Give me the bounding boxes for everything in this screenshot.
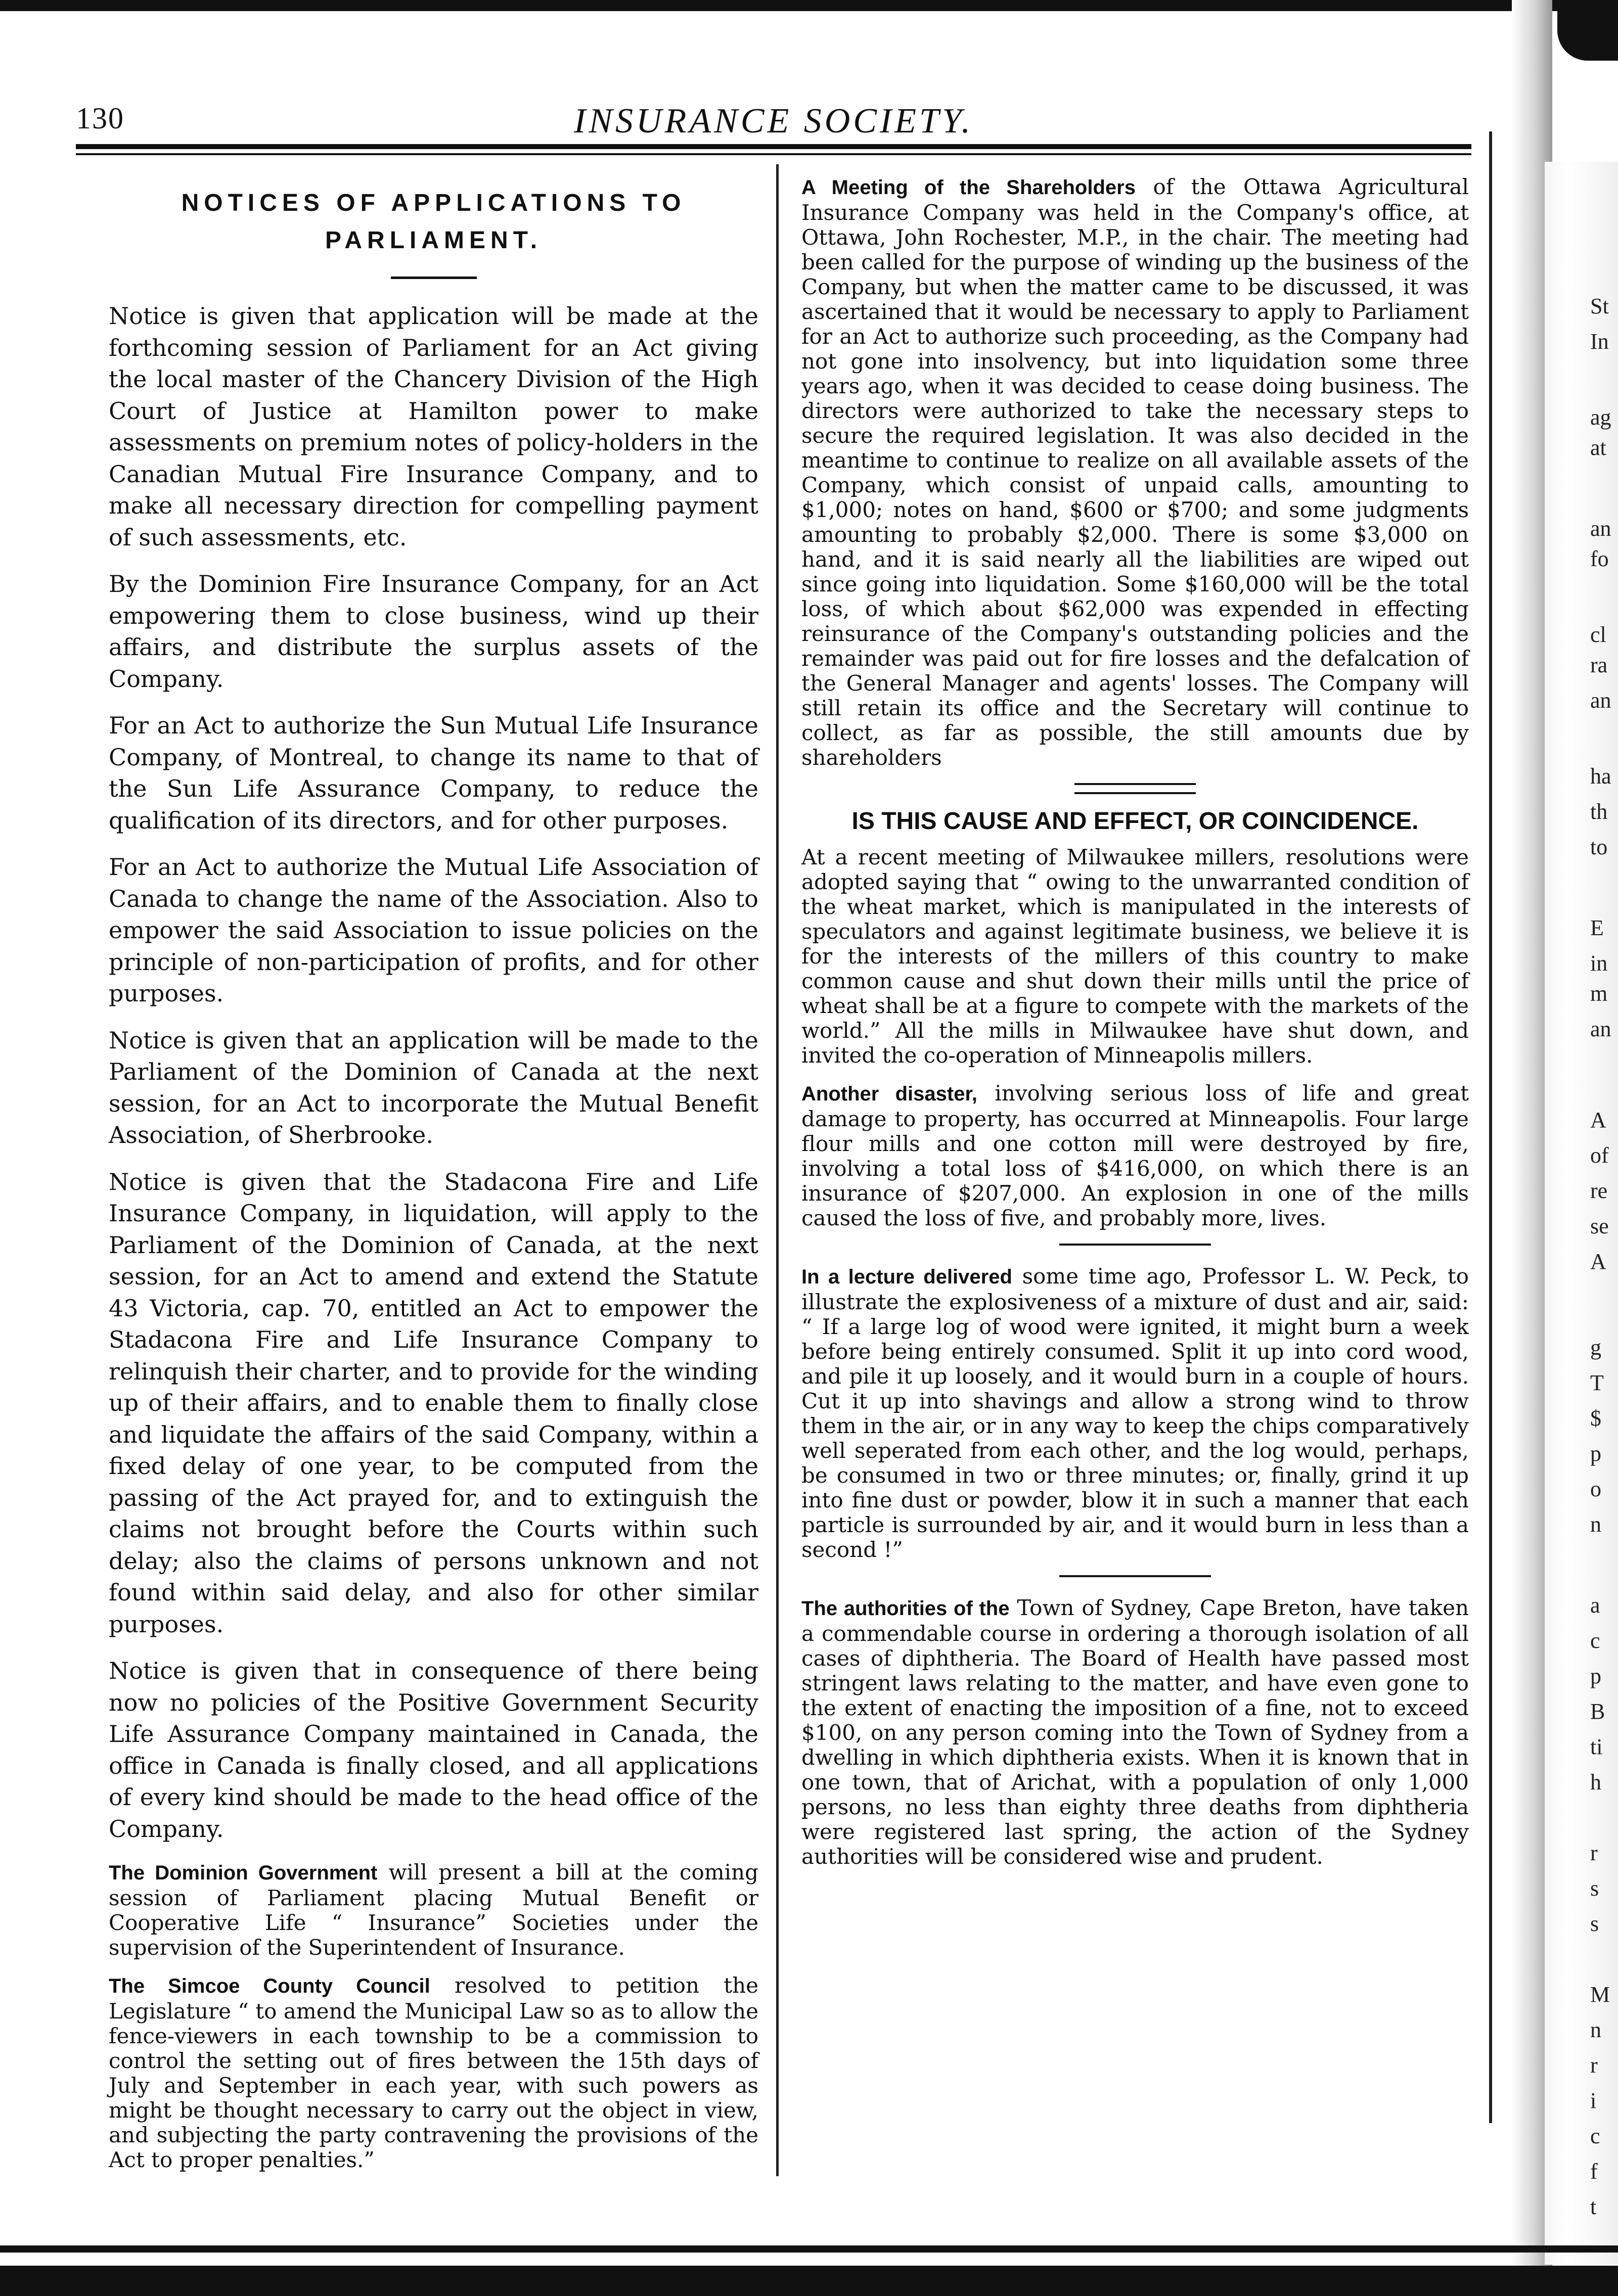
adjacent-page-fragment: s bbox=[1590, 1911, 1599, 1936]
adjacent-page-fragment: c bbox=[1590, 1628, 1600, 1653]
adjacent-page-fragment: an bbox=[1590, 1017, 1611, 1041]
adjacent-page-fragment: p bbox=[1590, 1664, 1601, 1688]
notices-heading: NOTICES OF APPLICATIONS TO PARLIAMENT. bbox=[181, 190, 686, 254]
section-double-rule bbox=[1074, 783, 1196, 794]
adjacent-page-fragment: c bbox=[1590, 2124, 1600, 2148]
notice-paragraph: Notice is given that the Stadacona Fire and Life Insurance Company, in liquidation, will apply to the Parliament of the Dominion of Canada, at the next session, for an Act to amend and extend the Statute 43 Victoria, cap. 70, entitled an Act to empower the Stadacona Fire and Life Insurance Company to relinquish their charter, and to provide for the winding up of their affairs, and to enable them to finally close and liquidate the affairs of the said Company, within a fixed delay of one year, to be computed from the passing of the Act prayed for, and to extinguish the claims not brought before the Courts within such delay; also the claims of persons unknown and not found within said delay, and also for other similar purposes. bbox=[109, 1168, 758, 1638]
adjacent-page-sliver bbox=[1545, 162, 1618, 2265]
adjacent-page-fragment: fo bbox=[1590, 546, 1609, 571]
adjacent-page-fragment: in bbox=[1590, 951, 1608, 976]
sydney-item bbox=[801, 1595, 1469, 1869]
adjacent-page-fragment: E bbox=[1590, 915, 1604, 940]
adjacent-page-fragment: ha bbox=[1590, 764, 1611, 789]
adjacent-page-fragment: se bbox=[1590, 1214, 1609, 1238]
another-disaster-item bbox=[801, 1081, 1469, 1230]
adjacent-page-fragment: m bbox=[1590, 981, 1608, 1006]
adjacent-page-fragment: ti bbox=[1590, 1734, 1603, 1759]
adjacent-page-fragment: g bbox=[1590, 1335, 1601, 1360]
adjacent-page-fragment: In bbox=[1590, 329, 1609, 354]
adjacent-page-fragment: at bbox=[1590, 435, 1606, 460]
dominion-government-item bbox=[109, 1860, 758, 1960]
adjacent-page-fragment: p bbox=[1590, 1441, 1601, 1466]
notice-paragraph: For an Act to authorize the Sun Mutual Life Insurance Company, of Montreal, to change its name to that of the Sun Life Assurance Company, to reduce the qualification of its directors, and for other purposes. bbox=[109, 712, 758, 834]
adjacent-page-fragment: n bbox=[1590, 2017, 1601, 2042]
item-text: some time ago, Professor L. W. Peck, to illustrate the explosiveness of a mixture of dust and air, said: “ If a large log of wood were ignited, it might burn a week before being entirely consumed. Split it up into cord wood, and pile it up loosely, and it would burn in a couple of hours. Cut it up into shavings and allow a strong wind to throw them in the air, or in any way to keep the chips comparatively well seperated from each other, and the log would, perhaps, be consumed in two or three minutes; or, finally, grind it up into fine dust or powder, blow it in such a manner that each particle is surrounded by air, and it would burn in less than a second !” bbox=[801, 1264, 1469, 1562]
item-text: of the Ottawa Agricultural Insurance Company was held in the Company's office, at Ottawa, John Rochester, M.P., in the chair. The meeting had been called for the purpose of winding up the business of the Company, but when the matter came to be discussed, it was ascertained that it would be necessary to apply to Parliament for an Act to authorize such proceeding, as the Company had not gone into insolvency, but into liquidation some three years ago, when it was decided to cease doing business. The directors were authorized to take the necessary steps to secure the required legislation. It was also decided in the meantime to continue to realize on all available assets of the Company, which consist of unpaid calls, amounting to $1,000; notes on hand, $600 or $700; and some judgments amounting to probably $2,000. There is some $3,000 on hand, and it is said nearly all the liabilities are wiped out since going into liquidation. Some $160,000 will be the total loss, of which about $62,000 was expended in effecting reinsurance of the Company's outstanding policies and the remainder was paid out for fire losses and the defalcation of the General Manager and agents' losses. The Company will still retain its office and the Secretary will continue to collect, as far as possible, the still amounts due by shareholders bbox=[801, 174, 1469, 770]
adjacent-page-fragment: an bbox=[1590, 516, 1611, 541]
adjacent-page-fragment: cl bbox=[1590, 622, 1606, 647]
item-lead: The Dominion Government bbox=[109, 1862, 378, 1884]
adjacent-page-fragment: r bbox=[1590, 1841, 1598, 1865]
adjacent-page-fragment: A bbox=[1590, 1108, 1606, 1132]
adjacent-page-fragment: h bbox=[1590, 1770, 1601, 1795]
item-lead: In a lecture delivered bbox=[801, 1266, 1012, 1288]
adjacent-page-fragment: ra bbox=[1590, 653, 1608, 677]
adjacent-page-fragment: M bbox=[1590, 1982, 1610, 2007]
adjacent-page-fragment: $ bbox=[1590, 1406, 1601, 1431]
column-right-border bbox=[1489, 131, 1492, 2123]
item-lead: Another disaster, bbox=[801, 1083, 977, 1105]
item-lead: The Simcoe County Council bbox=[109, 1975, 430, 1997]
notice-paragraph: By the Dominion Fire Insurance Company, for an Act empowering them to close business, wind up their affairs, and distribute the surplus assets of the Company. bbox=[109, 570, 758, 693]
adjacent-page-fragment: o bbox=[1590, 1477, 1601, 1501]
heading-rule bbox=[391, 277, 477, 279]
header-rule-thick bbox=[76, 144, 1471, 149]
separator-rule bbox=[1059, 1244, 1211, 1246]
adjacent-page-fragment: f bbox=[1590, 2159, 1598, 2184]
ottawa-meeting-item bbox=[801, 174, 1469, 770]
item-text: involving serious loss of life and great damage to property, has occurred at Minneapolis. Four large flour mills and one cotton mill were destroyed by fire, involving a total loss of $416,000, on which there is an insurance of $207,000. An explosion in one of the mills caused the loss of five, and probably more, lives. bbox=[801, 1081, 1469, 1230]
item-text: Town of Sydney, Cape Breton, have taken a commendable course in ordering a thorough isolation of all cases of diphtheria. The Board of Health have passed most stringent laws relating to the matter, and have even gone to the extent of enacting the imposition of a fine, not to exceed $100, on any person coming into the Town of Sydney from a dwelling in which diphtheria exists. When it is known that in one town, that of Arichat, with a population of only 1,000 persons, no less than eighty three deaths from diphtheria were registered last spring, the action of the Sydney authorities will be considered wise and prudent. bbox=[801, 1595, 1469, 1869]
page-top-edge bbox=[0, 0, 1618, 11]
adjacent-page-fragment: re bbox=[1590, 1178, 1608, 1203]
page-corner-shadow bbox=[1557, 0, 1618, 61]
item-lead: The authorities of the bbox=[801, 1597, 1010, 1620]
adjacent-page-fragment: n bbox=[1590, 1512, 1601, 1537]
adjacent-page-fragment: th bbox=[1590, 799, 1608, 824]
adjacent-page-fragment: an bbox=[1590, 688, 1611, 713]
header-rule-thin bbox=[76, 153, 1471, 155]
notice-paragraph: Notice is given that application will be made at the forthcoming session of Parliament for an Act giving the local master of the Chancery Division of the High Court of Justice at Hamilton power to make assessments on premium notes of policy-holders in the Canadian Mutual Fire Insurance Company, and to make all necessary direction for compelling payment of such assessments, etc. bbox=[109, 302, 758, 551]
lecture-item bbox=[801, 1264, 1469, 1562]
notice-paragraph: Notice is given that an application will be made to the Parliament of the Dominion of Canada at the next session, for an Act to incorporate the Mutual Benefit Association, of Sherbrooke. bbox=[109, 1026, 758, 1149]
adjacent-page-fragment: to bbox=[1590, 835, 1608, 859]
adjacent-page-fragment: t bbox=[1590, 2194, 1597, 2219]
adjacent-page-fragment: T bbox=[1590, 1370, 1604, 1395]
adjacent-page-fragment: r bbox=[1590, 2053, 1598, 2078]
adjacent-page-fragment: St bbox=[1590, 294, 1609, 318]
adjacent-page-fragment: B bbox=[1590, 1699, 1605, 1724]
left-column bbox=[109, 174, 758, 2185]
adjacent-page-fragment: A bbox=[1590, 1249, 1606, 1274]
adjacent-page-fragment: ag bbox=[1590, 405, 1611, 430]
right-column bbox=[801, 174, 1469, 1882]
page-number: 130 bbox=[76, 102, 124, 135]
adjacent-page-fragment: a bbox=[1590, 1593, 1600, 1618]
adjacent-page-fragment: s bbox=[1590, 1876, 1599, 1901]
separator-rule bbox=[1059, 1575, 1211, 1577]
adjacent-page-fragment: of bbox=[1590, 1143, 1609, 1168]
item-lead: A Meeting of the Shareholders bbox=[801, 176, 1136, 199]
page-bottom-edge bbox=[0, 2266, 1618, 2296]
item-text: will present a bill at the coming session of Parliament placing Mutual Benefit or Cooperative Life “ Insurance” Societies under the supervision of the Superintendent of Insurance. bbox=[109, 1860, 758, 1960]
item-text: resolved to petition the Legislature “ to amend the Municipal Law so as to allow the fence-viewers in each township to be a commission to control the setting out of fires between the 15th days of July and September in each year, with such powers as might be thought necessary to carry out the object in view, and subjecting the party contravening the provisions of the Act to proper penalties.” bbox=[109, 1973, 758, 2172]
simcoe-county-item bbox=[109, 1973, 758, 2172]
milwaukee-paragraph: At a recent meeting of Milwaukee millers, resolutions were adopted saying that “ owing to the unwarranted condition of the wheat market, which is manipulated in the interests of speculators and against legitimate business, we believe it is for the interests of the millers of this country to make common cause and shut down their mills until the price of wheat shall be at a figure to compete with the markets of the world.” All the mills in Milwaukee have shut down, and invited the co-operation of Minneapolis millers. bbox=[801, 845, 1469, 1068]
notice-paragraph: Notice is given that in consequence of there being now no policies of the Positive Government Security Life Assurance Company maintained in Canada, the office in Canada is finally closed, and all applications of every kind should be made to the head office of the Company. bbox=[109, 1657, 758, 1843]
page-header bbox=[76, 81, 1471, 152]
notice-paragraph: For an Act to authorize the Mutual Life Association of Canada to change the name of the Association. Also to empower the said Association to issue policies on the principle of non-participation of profits, and for other purposes. bbox=[109, 853, 758, 1007]
column-divider bbox=[776, 164, 779, 2176]
journal-title: INSURANCE SOCIETY. bbox=[574, 102, 973, 141]
adjacent-page-fragment: i bbox=[1590, 2088, 1597, 2113]
cause-effect-heading: IS THIS CAUSE AND EFFECT, OR COINCIDENCE. bbox=[851, 808, 1419, 835]
